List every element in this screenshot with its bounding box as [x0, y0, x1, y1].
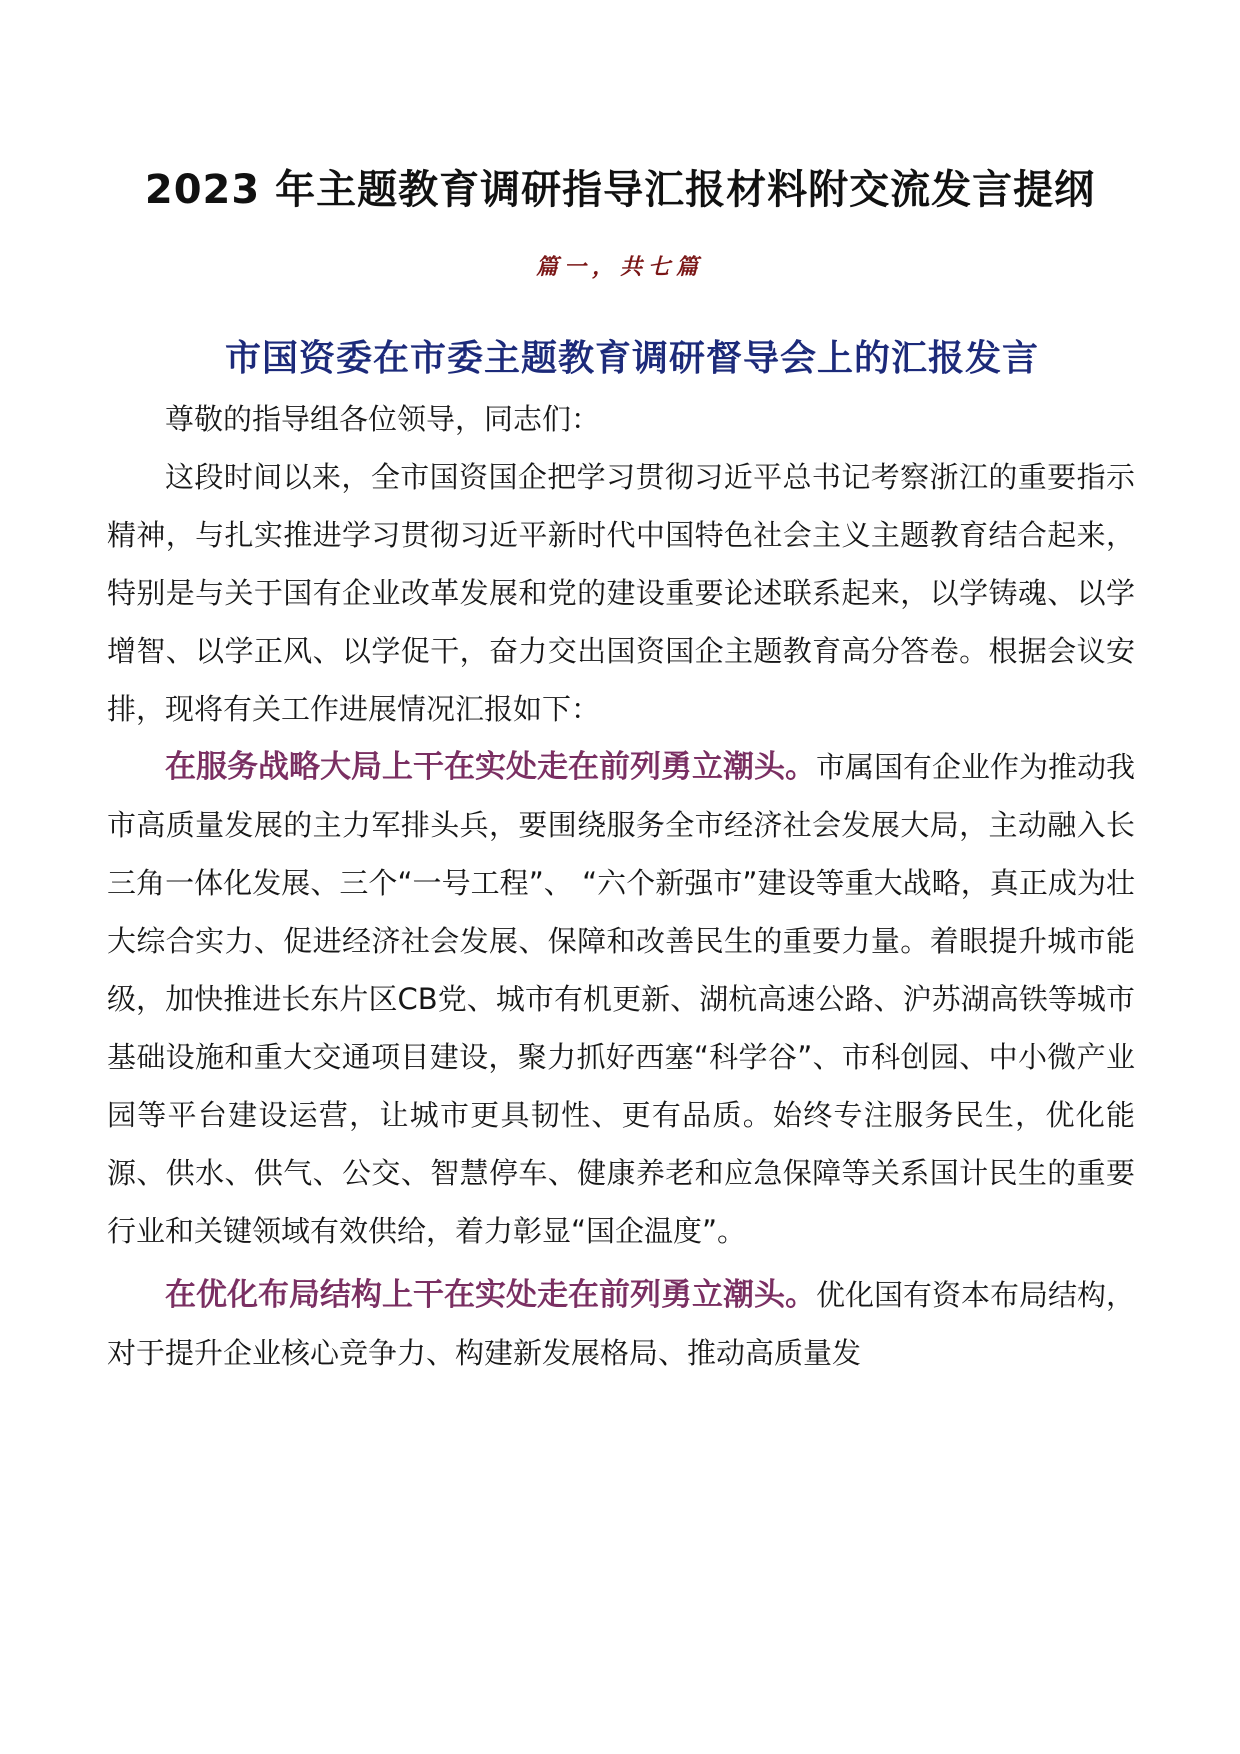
- section-1-heading: 在服务战略大局上干在实处走在前列勇立潮头。: [165, 749, 816, 785]
- speech-title: 市国资委在市委主题教育调研督导会上的汇报发言: [224, 338, 1039, 379]
- section-2-paragraph: [107, 1266, 1135, 1382]
- section-tag: 篇一，共七篇: [535, 254, 704, 280]
- greeting: 尊敬的指导组各位领导，同志们：: [165, 402, 601, 436]
- section-1-body: 市属国有企业作为推动我市高质量发展的主力军排头兵，要围绕服务全市经济社会发展大局，主动融入长三角一体化发展、三个“一号工程”、 “六个新强市”建设等重大战略，真正成为壮大综合实力、促进经济社会发展、保障和改善民生的重要力量。着眼提升城市能级，加快推进长东片区CB党、城市有机更新、湖杭高速公路、沪苏湖高铁等城市基础设施和重大交通项目建设，聚力抓好西塞“科学谷”、市科创园、中小微产业园等平台建设运营，让城市更具韧性、更有品质。始终专注服务民生，优化能源、供水、供气、公交、智慧停车、健康养老和应急保障等关系国计民生的重要行业和关键领域有效供给，着力彰显“国企温度”。: [107, 750, 1136, 1248]
- intro-paragraph: 这段时间以来，全市国资国企把学习贯彻习近平总书记考察浙江的重要指示精神，与扎实推进学习贯彻习近平新时代中国特色社会主义主题教育结合起来，特别是与关于国有企业改革发展和党的建设重要论述联系起来，以学铸魂、以学增智、以学正风、以学促干，奋力交出国资国企主题教育高分答卷。根据会议安排，现将有关工作进展情况汇报如下：: [107, 460, 1135, 726]
- document-title: 2023 年主题教育调研指导汇报材料附交流发言提纲: [144, 167, 1096, 213]
- section-2-heading: 在优化布局结构上干在实处走在前列勇立潮头。: [165, 1277, 816, 1313]
- section-1-paragraph: [107, 738, 1135, 1260]
- document-body: [107, 390, 1135, 1382]
- section-2-body: 优化国有资本布局结构，对于提升企业核心竞争力、构建新发展格局、推动高质量发: [107, 1278, 1136, 1370]
